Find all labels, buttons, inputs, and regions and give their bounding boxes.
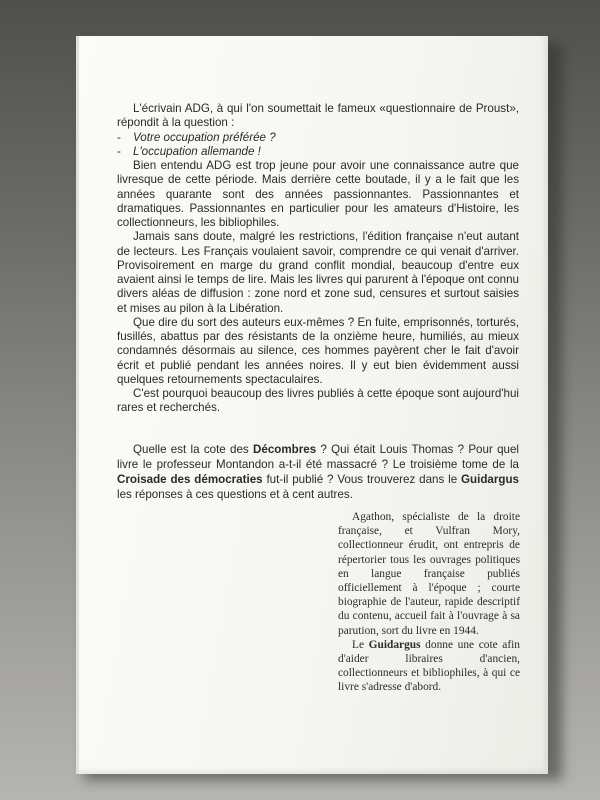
title-croisade: Croisade des démocraties — [117, 473, 263, 486]
title-guidargus: Guidargus — [461, 473, 519, 486]
guidargus-name: Guidargus — [368, 638, 421, 651]
paragraph-1: Bien entendu ADG est trop jeune pour avoir une connaissance autre que livresque de cette période. Mais derrière cette boutade, il y a le fait que les années quarante sont des années passionnantes. Passionnantes et dramatiques. Passionnantes en particulier pour les amateurs d'Histoire, les collectionneurs, les bibliophiles. — [117, 159, 519, 229]
paragraph-3: Que dire du sort des auteurs eux-mêmes ? En fuite, emprisonnés, torturés, fusillés, abattus par des résistants de la onzième heure, humiliés, au mieux condamnés désormais au silence, ces hommes payèrent cher le fait d'avoir écrit et publié pendant les années noires. Il y eut bien évidemment aussi quelques retournements spectaculaires. — [117, 315, 519, 386]
answer-line: - L'occupation allemande ! — [117, 144, 261, 158]
title-decombres: Décombres — [253, 443, 317, 456]
question-line: - Votre occupation préférée ? — [117, 130, 276, 144]
guidargus-paragraph: Le Guidargus donne une cote afin d'aider libraires d'ancien, collectionneurs et bibliophiles, à qui ce livre s'adresse d'abord. — [338, 638, 520, 694]
questions-block — [117, 442, 519, 502]
paragraph-4: C'est pourquoi beaucoup des livres publiés à cette époque sont aujourd'hui rares et recherchés. — [117, 387, 519, 415]
book-spine-edge — [76, 36, 79, 774]
questions-paragraph: Quelle est la cote des Décombres ? Qui était Louis Thomas ? Pour quel livre le professeur Montandon a-t-il été massacré ? Le troisième tome de la Croisade des démocraties fut-il publié ? Vous trouverez dans le Guidargus les réponses à ces questions et à cent autres. — [117, 443, 520, 501]
authors-description — [338, 510, 520, 695]
intro-line: L'écrivain ADG, à qui l'on soumettait le fameux «questionnaire de Proust», répondit à la question : — [117, 102, 519, 130]
authors-paragraph: Agathon, spécialiste de la droite française, et Vulfran Mory, collectionneur érudit, ont entrepris de répertorier tous les ouvrages politiques en langue française publiés officiellement à l'époque ; courte biographie de l'auteur, rapide descriptif du contenu, accueil fait à l'ouvrage à sa parution, sort du livre en 1944. — [338, 511, 520, 637]
blurb-main-text — [117, 102, 519, 416]
paragraph-2: Jamais sans doute, malgré les restrictions, l'édition française n'eut autant de lecteurs. Les Français voulaient savoir, comprendre ce qui venait d'arriver. Provisoirement en marge du grand conflit mondial, beaucoup d'entre eux avaient ainsi le temps de lire. Mais les livres qui parurent à l'époque ont connu divers aléas de diffusion : zone nord et zone sud, censures et surtout saisies et mises au pilon à la Libération. — [117, 230, 519, 315]
